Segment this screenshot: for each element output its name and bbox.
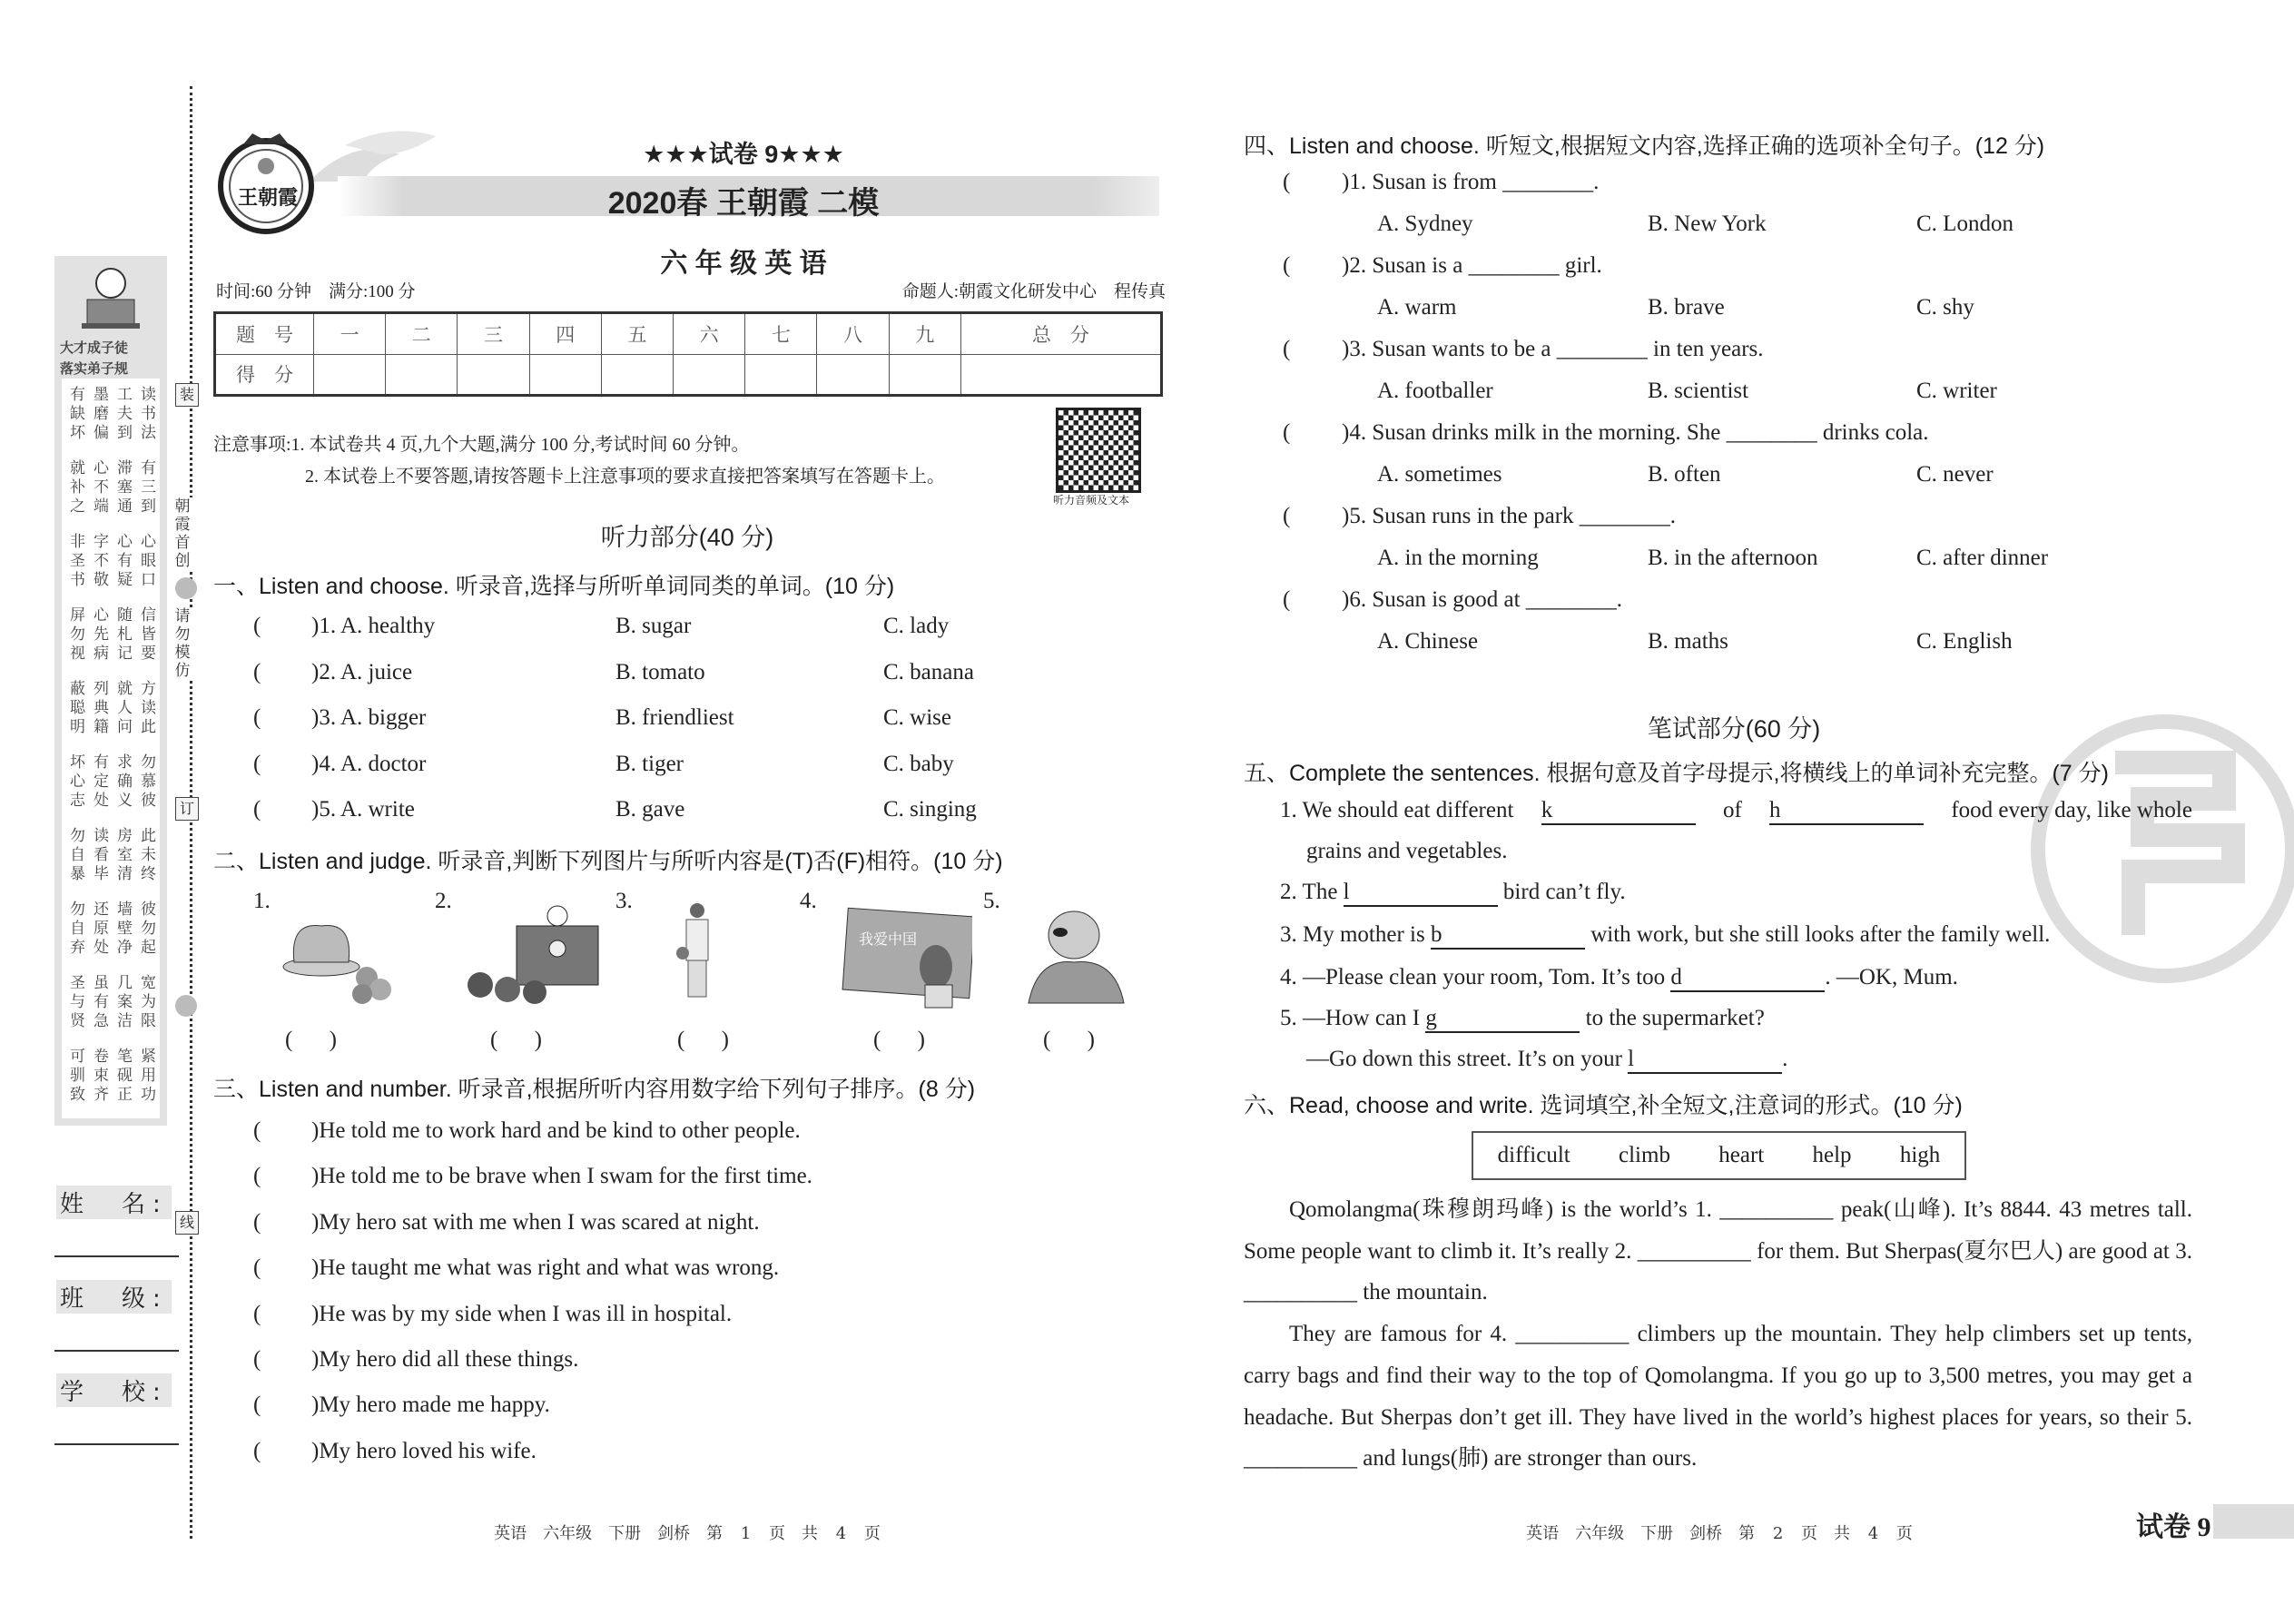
word-bank — [1472, 1131, 1966, 1180]
option-a: )1. A. healthy — [311, 614, 436, 638]
option-b: B. friendliest — [615, 705, 734, 730]
fill-blank-input[interactable]: k — [1541, 798, 1696, 825]
sentence-line — [1280, 922, 2050, 950]
smiley-icon — [175, 577, 197, 599]
picture-number: 5. — [983, 889, 1000, 913]
score-table-header-cell: 八 — [817, 313, 889, 355]
student-field-input[interactable] — [54, 1350, 179, 1352]
fill-blank-input[interactable]: d — [1670, 965, 1825, 992]
motto-line-1: 大才成子徒 — [60, 340, 129, 356]
answer-paren-open[interactable]: ( — [253, 797, 261, 822]
option-b: B. brave — [1648, 295, 1725, 320]
score-table-header-cell: 三 — [458, 313, 529, 355]
sentence-text: 4. —Please clean your room, Tom. It’s too — [1280, 965, 1671, 989]
option-a: A. warm — [1377, 295, 1457, 320]
notice-line-1: 注意事项:1. 本试卷共 4 页,九个大题,满分 100 分,考试时间 60 分钟。 — [213, 435, 750, 455]
motto-row: 坏偏到法 — [70, 424, 164, 442]
exam-title: 2020春 王朝霞 二模 — [607, 186, 880, 221]
time-info: 时间:60 分钟 满分:100 分 — [216, 282, 416, 301]
score-input-cell[interactable] — [674, 354, 745, 396]
score-table-header-cell: 二 — [386, 313, 458, 355]
motto-sidebar — [54, 256, 167, 1126]
option-b: B. maths — [1648, 629, 1728, 654]
footer-badge: 试卷 9 — [2136, 1512, 2211, 1542]
option-b: B. gave — [615, 797, 685, 822]
score-table-header-cell: 一 — [314, 313, 386, 355]
reading-passage — [1244, 1189, 2192, 1480]
judge-answer-box[interactable]: ( ) — [1043, 1028, 1095, 1052]
sentence-line — [1306, 839, 1507, 864]
order-answer-paren[interactable]: ( — [253, 1209, 261, 1235]
option-b: B. in the afternoon — [1648, 546, 1818, 570]
passage-paragraph: They are famous for 4. __________ climbers up the mountain. They help climbers set up tents, carry bags and find their way to the top of Qomolangma. If you go up to 3,500 metres, you may get a headache. But Sherpas don’t get ill. They have lived in the world’s highest places for years, so their 5. __________ and lungs(肺) are stronger than ours. — [1244, 1322, 2192, 1471]
paper-badge: ★★★试卷 9★★★ — [643, 141, 844, 168]
motto-row: 书敬疑口 — [70, 571, 164, 589]
vertical-label-original: 朝霞首创 — [172, 497, 192, 570]
judge-answer-box[interactable]: ( ) — [490, 1028, 542, 1052]
option-b: B. New York — [1648, 212, 1767, 236]
answer-paren-open[interactable]: ( — [253, 705, 261, 730]
motto-row: 心定确慕 — [70, 773, 164, 791]
sentence-text: to the supermarket? — [1580, 1006, 1765, 1030]
score-table-header-cell: 九 — [889, 313, 960, 355]
motto-row: 志处义彼 — [70, 792, 164, 810]
student-field-input[interactable] — [54, 1255, 179, 1257]
sentence-text: food every day, like whole — [1945, 798, 2192, 822]
listening-section-title: 听力部分(40 分) — [600, 524, 774, 551]
student-field-input[interactable] — [54, 1443, 179, 1445]
question-text: )5. Susan runs in the park ________. — [1342, 504, 1677, 528]
answer-paren-open[interactable]: ( — [253, 751, 261, 776]
question-text: )3. Susan wants to be a ________ in ten years. — [1342, 337, 1764, 361]
tiger-picture — [1010, 903, 1156, 1012]
motto-row: 与有案为 — [70, 993, 164, 1011]
motto-row: 视病记要 — [70, 645, 164, 663]
sentence-text: . — [1782, 1047, 1788, 1071]
qr-code[interactable] — [1058, 410, 1138, 490]
watermark-seal — [2024, 708, 2294, 999]
score-input-cell[interactable] — [458, 354, 529, 396]
score-input-cell[interactable] — [529, 354, 601, 396]
order-answer-paren[interactable]: ( — [253, 1255, 261, 1281]
score-table-header-cell: 七 — [745, 313, 817, 355]
classroom-picture — [462, 903, 607, 1012]
option-b: B. tomato — [615, 659, 705, 684]
answer-paren-open[interactable]: ( — [253, 659, 261, 684]
motto-row: 圣不有眼 — [70, 552, 164, 570]
motto-row: 非字心心 — [70, 533, 164, 551]
order-sentence: )My hero loved his wife. — [311, 1438, 537, 1463]
option-b: B. scientist — [1648, 379, 1749, 403]
motto-row: 屏心随信 — [70, 606, 164, 625]
option-a: )2. A. juice — [311, 659, 413, 684]
option-a: A. Sydney — [1377, 212, 1473, 236]
answer-paren-open[interactable]: ( — [1283, 253, 1291, 278]
option-b: B. often — [1648, 462, 1721, 487]
board-text: 我爱中国 — [859, 932, 918, 948]
motto-row: 驯束砚用 — [70, 1067, 164, 1085]
judge-answer-box[interactable]: ( ) — [873, 1028, 925, 1052]
sentence-line — [1280, 1006, 1765, 1033]
author-info: 命题人:朝霞文化研发中心 程传真 — [901, 282, 1166, 301]
order-sentence: )He was by my side when I was ill in hospital. — [311, 1301, 733, 1326]
score-table-header-cell: 四 — [529, 313, 601, 355]
order-answer-paren[interactable]: ( — [253, 1301, 261, 1326]
basketball-player-picture — [643, 903, 788, 1012]
option-b: B. sugar — [615, 614, 692, 638]
judge-answer-box[interactable]: ( ) — [285, 1028, 337, 1052]
motto-row: 致齐正功 — [70, 1086, 164, 1104]
score-table-header-row — [215, 313, 1162, 355]
option-a: )5. A. write — [311, 797, 415, 822]
section-1-heading: 一、Listen and choose. 听录音,选择与所听单词同类的单词。(10 分) — [213, 574, 895, 599]
sentence-line — [1280, 798, 2192, 825]
notice-line-2: 2. 本试卷上不要答题,请按答题卡上注意事项的要求直接把答案填写在答题卡上。 — [305, 467, 945, 487]
order-sentence: )He told me to work hard and be kind to other people. — [311, 1118, 801, 1143]
picture-number: 3. — [615, 889, 633, 913]
motto-row: 勿还墙彼 — [70, 901, 164, 919]
option-c: C. London — [1916, 212, 2013, 236]
footer-badge-box — [2092, 1504, 2294, 1542]
dizigui-text — [62, 379, 164, 1118]
score-table-header-cell: 总 分 — [960, 313, 1161, 355]
score-table-score-row — [215, 354, 1162, 396]
motto-row: 坏有求勿 — [70, 753, 164, 772]
motto-row: 之端通到 — [70, 497, 164, 516]
wangzhaoxia-logo — [218, 130, 314, 235]
sentence-text: bird can’t fly. — [1497, 880, 1626, 904]
option-c: C. shy — [1916, 295, 1974, 320]
order-answer-paren[interactable]: ( — [253, 1438, 261, 1463]
section-2-heading: 二、Listen and judge. 听录音,判断下列图片与所听内容是(T)否(F)相符。(10 分) — [213, 849, 1003, 874]
score-table-header-cell: 六 — [674, 313, 745, 355]
score-input-cell[interactable] — [745, 354, 817, 396]
motto-row: 自原壁勿 — [70, 920, 164, 938]
section-5-heading: 五、Complete the sentences. 根据句意及首字母提示,将横线上的单词补充完整。(7 分) — [1244, 761, 2109, 786]
binding-mark: 线 — [175, 1211, 199, 1235]
answer-paren-open[interactable]: ( — [1283, 170, 1291, 194]
binding-mark: 装 — [175, 383, 199, 407]
sentence-text: 2. The — [1280, 880, 1344, 904]
picture-number: 4. — [800, 889, 817, 913]
sentence-text: 1. We should eat different — [1280, 798, 1520, 822]
answer-paren-open[interactable]: ( — [253, 614, 261, 638]
writing-section-title: 笔试部分(60 分) — [1647, 715, 1821, 743]
picture-number: 2. — [435, 889, 452, 913]
motto-row: 补不塞三 — [70, 478, 164, 497]
motto-row: 圣虽几宽 — [70, 974, 164, 992]
motto-row: 暴毕清终 — [70, 865, 164, 883]
score-table-header-cell: 题 号 — [215, 313, 314, 355]
score-table-label: 得 分 — [215, 354, 314, 396]
sentence-line — [1280, 965, 1958, 992]
word-bank-item: help — [1812, 1143, 1852, 1167]
order-sentence: )He taught me what was right and what was wrong. — [311, 1255, 780, 1281]
answer-paren-open[interactable]: ( — [1283, 337, 1291, 361]
motto-row: 贤急洁限 — [70, 1012, 164, 1030]
motto-row: 自看室未 — [70, 846, 164, 864]
order-answer-paren[interactable]: ( — [253, 1347, 261, 1372]
option-a: A. sometimes — [1377, 462, 1502, 487]
teacher-blackboard-picture — [827, 903, 972, 1012]
order-sentence: )My hero sat with me when I was scared at night. — [311, 1209, 760, 1235]
order-answer-paren[interactable]: ( — [253, 1393, 261, 1418]
sentence-text: 5. —How can I — [1280, 1006, 1426, 1030]
sentence-text: of — [1717, 798, 1748, 822]
fill-blank-input[interactable]: g — [1425, 1006, 1580, 1033]
fill-blank-input[interactable]: h — [1769, 798, 1924, 825]
option-c: C. baby — [883, 751, 954, 776]
order-sentence: )He told me to be brave when I swam for the first time. — [311, 1164, 812, 1189]
fill-blank-input[interactable]: l — [1344, 880, 1498, 907]
student-field-label: 姓 名: — [56, 1186, 172, 1219]
motto-line-2: 落实弟子规 — [60, 360, 129, 377]
score-input-cell[interactable] — [960, 354, 1161, 396]
option-c: C. after dinner — [1916, 546, 2049, 570]
option-a: A. in the morning — [1377, 546, 1539, 570]
sentence-line — [1306, 1047, 1787, 1074]
question-text: )4. Susan drinks milk in the morning. She ________ drinks cola. — [1342, 420, 1929, 445]
motto-row: 明籍问此 — [70, 718, 164, 736]
sentence-text: . —OK, Mum. — [1825, 965, 1958, 989]
judge-answer-box[interactable]: ( ) — [677, 1028, 729, 1052]
sentence-text: grains and vegetables. — [1306, 839, 1508, 863]
binding-mark: 订 — [175, 797, 199, 821]
picture-number: 1. — [253, 889, 271, 913]
order-sentence: )My hero made me happy. — [311, 1393, 550, 1418]
score-input-cell[interactable] — [314, 354, 386, 396]
word-bank-item: heart — [1718, 1143, 1765, 1167]
sentence-text: with work, but she still looks after the family well. — [1584, 922, 2051, 947]
question-text: )1. Susan is from ________. — [1342, 170, 1600, 194]
option-c: C. lady — [883, 614, 950, 638]
footer-page-1: 英语 六年级 下册 剑桥 第 1 页 共 4 页 — [494, 1524, 881, 1543]
option-c: C. singing — [883, 797, 977, 822]
qr-caption: 听力音频及文本 — [1053, 494, 1130, 507]
word-bank-item: high — [1899, 1143, 1941, 1167]
option-a: A. Chinese — [1377, 629, 1479, 654]
section-4-heading: 四、Listen and choose. 听短文,根据短文内容,选择正确的选项补全句子。(12 分) — [1244, 133, 2045, 159]
section-3-heading: 三、Listen and number. 听录音,根据所听内容用数字给下列句子排序。(8 分) — [213, 1077, 976, 1102]
option-a: )3. A. bigger — [311, 705, 427, 730]
option-a: A. footballer — [1377, 379, 1493, 403]
order-sentence: )My hero did all these things. — [311, 1347, 579, 1372]
option-b: B. tiger — [615, 751, 684, 776]
answer-paren-open[interactable]: ( — [1283, 587, 1291, 612]
student-cartoon-icon — [82, 263, 140, 336]
fill-blank-input[interactable]: b — [1431, 922, 1585, 950]
option-c: C. writer — [1916, 379, 1997, 403]
score-input-cell[interactable] — [817, 354, 889, 396]
score-input-cell[interactable] — [386, 354, 458, 396]
smiley-icon — [175, 995, 197, 1017]
option-c: C. banana — [883, 659, 974, 684]
option-c: C. wise — [883, 705, 951, 730]
motto-row: 就心滞有 — [70, 459, 164, 477]
order-answer-paren[interactable]: ( — [253, 1118, 261, 1143]
score-input-cell[interactable] — [889, 354, 960, 396]
motto-row: 有墨工读 — [70, 386, 164, 404]
question-text: )6. Susan is good at ________. — [1342, 587, 1623, 612]
motto-row: 勿先札皆 — [70, 625, 164, 644]
sentence-text: 3. My mother is — [1280, 922, 1431, 947]
vertical-label-no-copy: 请勿模仿 — [172, 607, 192, 680]
motto-row: 可卷笔紧 — [70, 1048, 164, 1066]
order-answer-paren[interactable]: ( — [253, 1164, 261, 1189]
subject-title: 六 年 级 英 语 — [660, 249, 827, 279]
student-field-label: 班 级: — [56, 1280, 172, 1314]
fill-blank-input[interactable]: l — [1628, 1047, 1782, 1074]
option-a: )4. A. doctor — [311, 751, 427, 776]
section-6-heading: 六、Read, choose and write. 选词填空,补全短文,注意词的形式。(10 分) — [1244, 1093, 1963, 1118]
motto-row: 缺磨夫书 — [70, 405, 164, 423]
option-c: C. English — [1916, 629, 2013, 654]
motto-row: 聪典人读 — [70, 699, 164, 717]
answer-paren-open[interactable]: ( — [1283, 420, 1291, 445]
question-text: )2. Susan is a ________ girl. — [1342, 253, 1602, 278]
passage-paragraph: Qomolangma(珠穆朗玛峰) is the world’s 1. __________ peak(山峰). It’s 8844. 43 metres tall. Some people want to climb it. It’s really 2. __________ for them. But Sherpas(夏尔巴人) are good at 3. __________ the mountain. — [1244, 1197, 2192, 1305]
student-field-label: 学 校: — [56, 1373, 172, 1407]
option-c: C. never — [1916, 462, 1994, 487]
score-table-header-cell: 五 — [601, 313, 673, 355]
sentence-text: —Go down this street. It’s on your — [1306, 1047, 1629, 1071]
word-bank-item: climb — [1619, 1143, 1670, 1167]
motto-row: 弃处净起 — [70, 939, 164, 957]
motto-row: 勿读房此 — [70, 827, 164, 845]
logo-text: 王朝霞 — [238, 186, 299, 209]
score-input-cell[interactable] — [601, 354, 673, 396]
answer-paren-open[interactable]: ( — [1283, 504, 1291, 528]
motto-row: 蔽列就方 — [70, 680, 164, 698]
score-table — [213, 311, 1163, 397]
bread-picture — [281, 903, 426, 1012]
sentence-line — [1280, 880, 1626, 907]
footer-page-2: 英语 六年级 下册 剑桥 第 2 页 共 4 页 — [1526, 1524, 1913, 1543]
word-bank-item: difficult — [1497, 1143, 1570, 1167]
